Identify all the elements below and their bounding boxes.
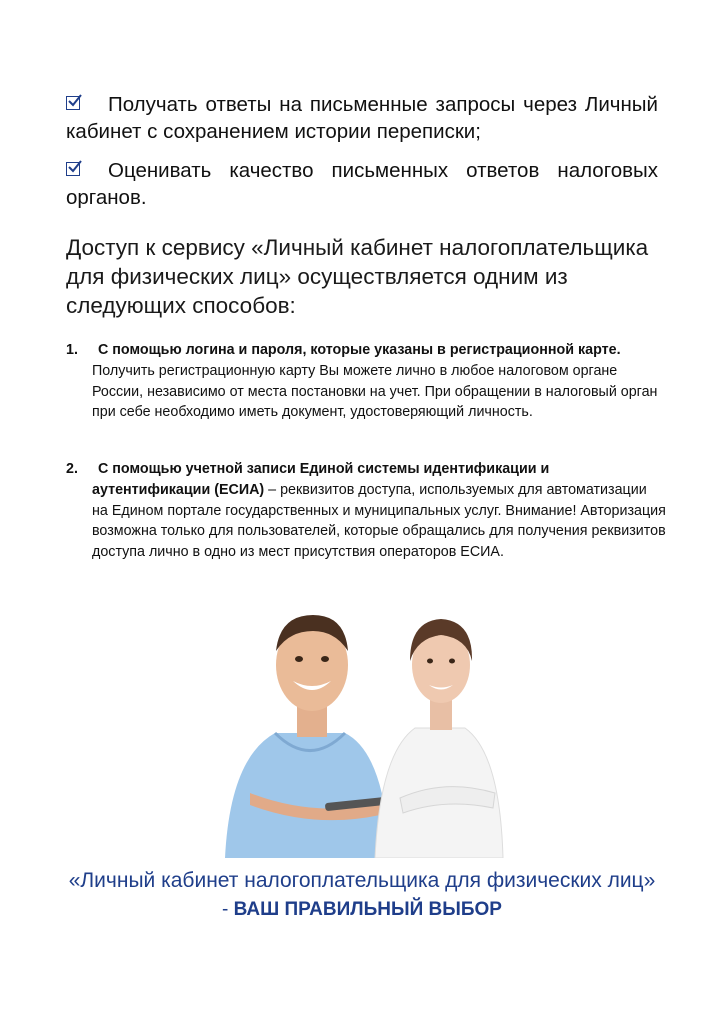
- checklist-item-rating: [66, 157, 658, 211]
- access-heading: Доступ к сервису «Личный кабинет налогоплательщика для физических лиц» осуществляется одним из следующих способов:: [66, 235, 649, 318]
- checklist-item-answers: [66, 91, 658, 145]
- checkbox-checked-icon: [66, 162, 80, 176]
- method-item-login: [66, 340, 666, 423]
- method-body: Получить регистрационную карту Вы можете лично в любое налоговом органе России, независимо от места постановки на учет. При обращении в налоговый орган при себе необходимо иметь документ, удостоверяющий личность.: [92, 362, 658, 421]
- method-title: С помощью логина и пароля, которые указаны в регистрационной карте.: [98, 342, 621, 358]
- method-number: 2.: [66, 461, 78, 477]
- checklist-item-text: Получать ответы на письменные запросы через Личный кабинет с сохранением истории переписки;: [66, 93, 658, 143]
- slogan-dash: -: [222, 899, 234, 920]
- slogan-choice: [0, 896, 724, 923]
- method-body: – реквизитов доступа, используемых для автоматизации на Едином портале государственных и муниципальных услуг. Внимание! Авторизация возможна только для пользователей, которые обращались для получения реквизитов доступа лично в одно из мест присутствия операторов ЕСИА.: [92, 481, 666, 561]
- checkbox-checked-icon: [66, 96, 80, 110]
- checklist-item-text: Оценивать качество письменных ответов налоговых органов.: [66, 159, 658, 209]
- slogan-title: «Личный кабинет налогоплательщика для физических лиц»: [68, 869, 656, 892]
- method-item-esia: [66, 459, 666, 563]
- woman-figure: [375, 619, 503, 858]
- slogan-choice-text: ВАШ ПРАВИЛЬНЫЙ ВЫБОР: [233, 899, 502, 920]
- method-title: С помощью учетной записи Единой системы идентификации и аутентификации (ЕСИА): [92, 461, 550, 498]
- people-photo: [205, 593, 505, 858]
- method-number: 1.: [66, 342, 78, 358]
